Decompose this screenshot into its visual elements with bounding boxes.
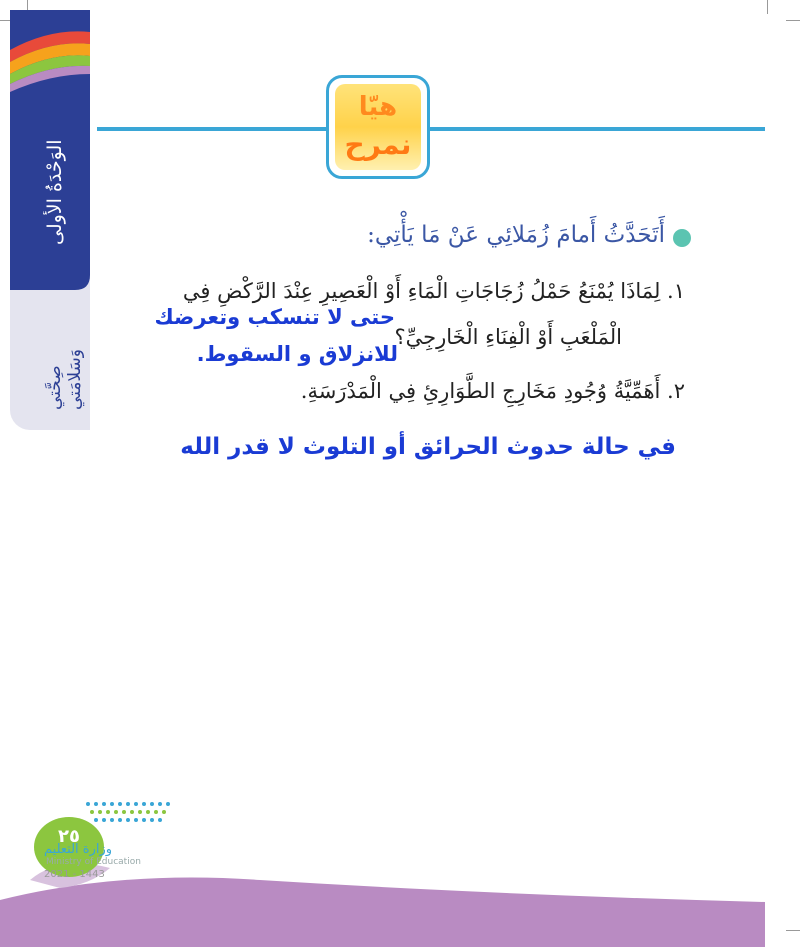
answer-2: في حالة حدوث الحرائق أو التلوث لا قدر الله	[180, 434, 676, 460]
unit-title: الوَحْدَةُ الأولى	[44, 139, 66, 245]
logo-sun-background	[335, 84, 421, 170]
question-1-line-2: الْمَلْعَبِ أَوْ الْفِنَاءِ الْخَارِجِيِّ؟	[394, 325, 622, 349]
logo-word-1: هيّا	[358, 92, 398, 122]
answer-1-line-1: حتى لا تنسكب وتعرضك	[154, 305, 395, 329]
question-2: ٢. أَهَمِّيَّةُ وُجُودِ مَخَارِجِ الطَّوَارِئِ فِي الْمَدْرَسَةِ.	[300, 379, 685, 403]
question-1-line-1: ١. لِمَاذَا يُمْنَعُ حَمْلُ زُجَاجَاتِ الْمَاءِ أَوْ الْعَصِيرِ عِنْدَ الرَّكْضِ فِي	[182, 279, 685, 303]
logo-word-2: نمرح	[344, 128, 412, 161]
crop-mark	[27, 0, 28, 10]
edition-year: 2021 - 1443	[44, 869, 105, 880]
crop-mark	[786, 20, 800, 21]
bullet-icon	[673, 229, 691, 247]
crop-mark	[767, 0, 768, 14]
page-number: ٢٥	[58, 826, 80, 847]
section-divider	[97, 127, 765, 131]
unit-subtitle: صِحَّتي وَسَلامَتي	[45, 348, 85, 410]
ministry-name-english: Ministry of Education	[46, 857, 141, 867]
answer-1-line-2: للانزلاق و السقوط.	[196, 342, 398, 366]
activity-heading: أَتَحَدَّثُ أَمامَ زُمَلائِي عَنْ مَا يَأْتِي:	[367, 222, 665, 248]
ministry-logo-icon	[84, 800, 176, 836]
lets-play-logo	[326, 75, 430, 179]
ministry-name-arabic: وزارة التعليم	[44, 842, 113, 857]
